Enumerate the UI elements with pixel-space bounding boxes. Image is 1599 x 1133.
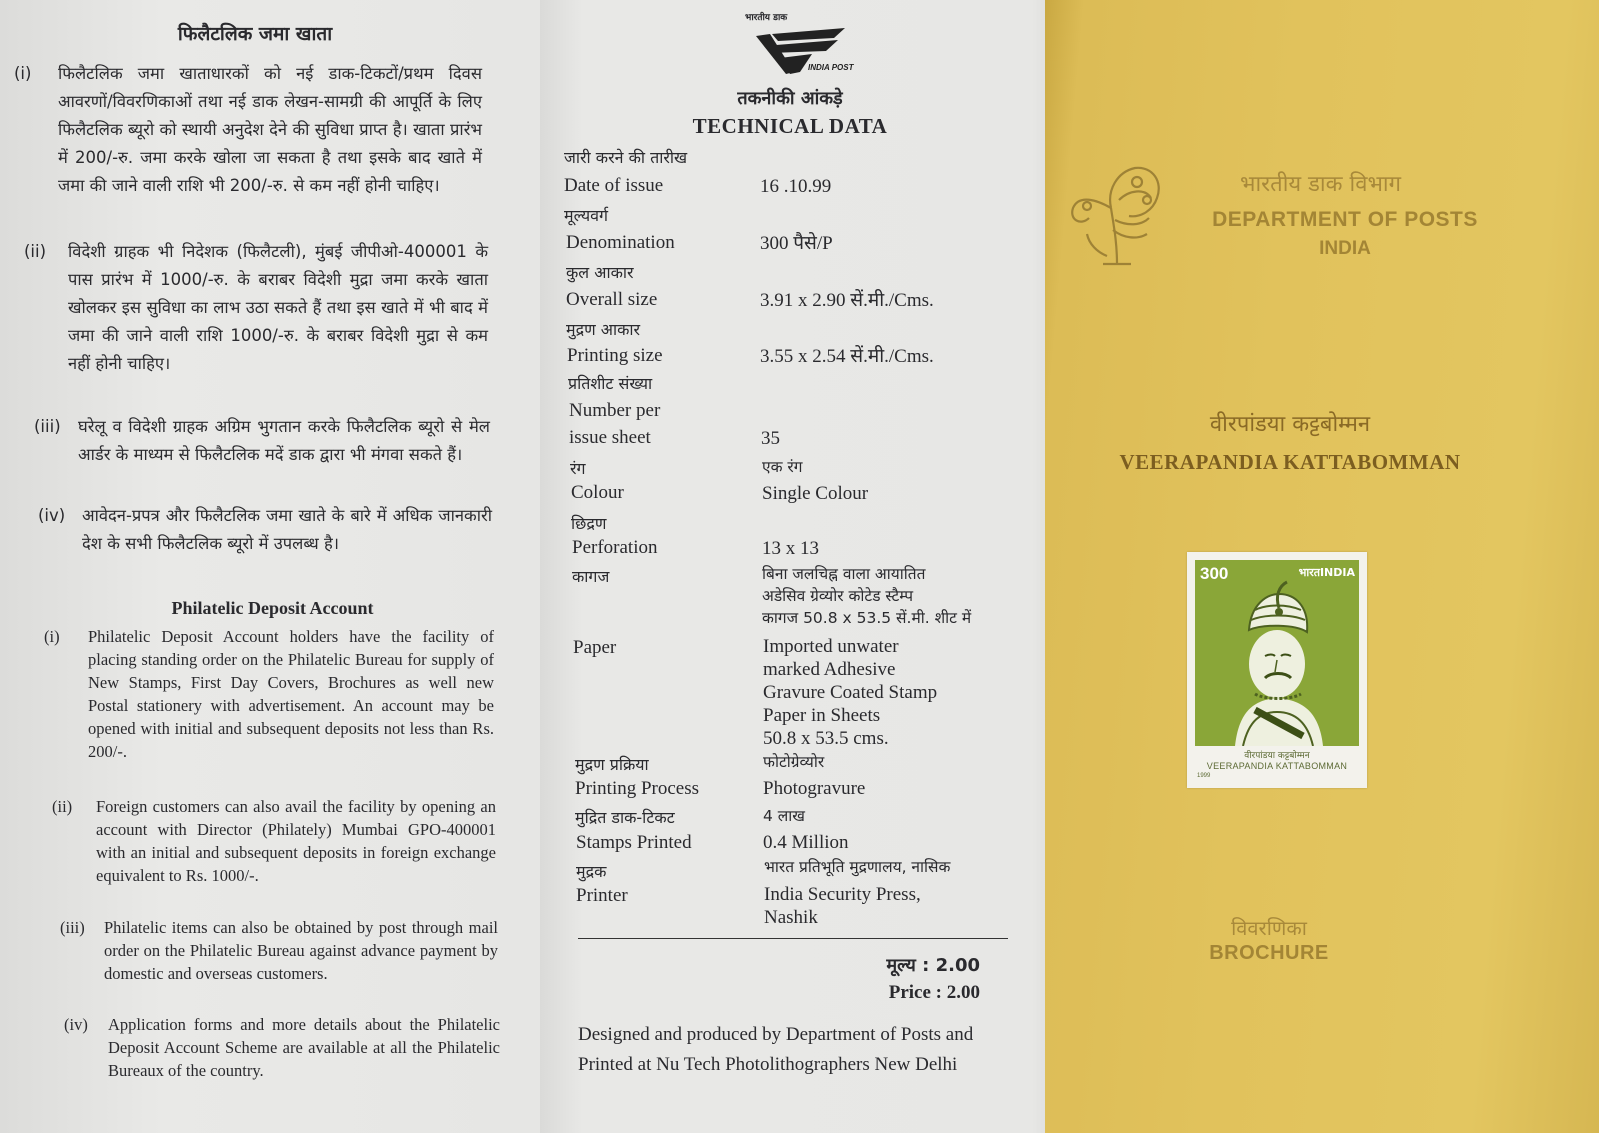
india-post-logo-icon xyxy=(750,14,860,76)
hindi-item-number: (iv) xyxy=(38,506,66,525)
india-post-logo-text: INDIA POST xyxy=(808,63,854,72)
middle-panel-technical-data xyxy=(540,0,1075,1133)
paper-value xyxy=(763,635,937,750)
left-panel-philatelic-deposit xyxy=(0,0,540,1133)
hindi-item-number: (iii) xyxy=(34,417,61,436)
number-per-sheet-value: 35 xyxy=(761,428,780,449)
perforation-label-hindi: छिद्रण xyxy=(571,514,607,533)
printer-value-line: India Security Press, xyxy=(764,884,921,905)
paper-value-hindi-line: अडेसिव ग्रेव्योर कोटेड स्टैम्प xyxy=(762,587,914,605)
colour-value: Single Colour xyxy=(762,483,869,504)
stamp-caption-hindi: वीरपांडया कट्टबोम्मन xyxy=(1244,751,1310,761)
english-section-title: Philatelic Deposit Account xyxy=(171,598,374,618)
english-item-text: Philatelic Deposit Account holders have the facility of placing standing order on the Philatelic Bureau for supply of New Stamps, First Day Covers, Brochures as well new Postal stationery with advertisement. An account may be opened with initial and subsequent deposits not less than Rs. 200/-. xyxy=(88,627,494,761)
department-name: DEPARTMENT OF POSTS xyxy=(1212,208,1478,231)
printer-value xyxy=(764,883,921,929)
stamps-printed-label: Stamps Printed xyxy=(576,832,692,853)
price-english: Price : 2.00 xyxy=(888,982,980,1003)
hindi-item-2 xyxy=(24,238,488,378)
paper-value-line: marked Adhesive xyxy=(763,659,896,680)
english-item-number: (iv) xyxy=(64,1015,88,1034)
perforation-value: 13 x 13 xyxy=(762,538,819,559)
paper-value-line: Paper in Sheets xyxy=(763,705,881,726)
overall-size-label-hindi: कुल आकार xyxy=(566,263,634,282)
peacock-emblem-icon xyxy=(1067,160,1167,270)
portrait-illustration-icon xyxy=(1195,560,1359,746)
subject-name-hindi: वीरपांडया कट्टबोम्मन xyxy=(1209,412,1371,437)
brochure-label: BROCHURE xyxy=(1209,942,1329,964)
printing-size-label-hindi: मुद्रण आकार xyxy=(566,320,641,339)
hindi-item-text: घरेलू व विदेशी ग्राहक अग्रिम भुगतान करके फिलैटलिक ब्यूरो से मेल आर्डर के माध्यम से फिलैटलिक मदें डाक द्वारा भी मंगवा सकते हैं। xyxy=(78,417,490,464)
stamps-printed-value: 0.4 Million xyxy=(763,832,849,853)
price-divider xyxy=(578,938,1008,939)
postage-stamp xyxy=(1187,552,1367,788)
brochure-label-hindi: विवरणिका xyxy=(1231,916,1307,940)
paper-value-hindi xyxy=(762,563,971,629)
printing-size-value: 3.55 x 2.54 सें.मी./Cms. xyxy=(760,346,934,367)
production-credit: Designed and produced by Department of Posts and Printed at Nu Tech Photolithographers New Delhi xyxy=(578,1024,974,1075)
department-country: INDIA xyxy=(1319,238,1371,259)
denomination-value: 300 पैसे/P xyxy=(760,233,833,254)
paper-value-line: Imported unwater xyxy=(763,636,899,657)
technical-data-title: TECHNICAL DATA xyxy=(692,114,888,138)
date-of-issue-value: 16 .10.99 xyxy=(760,176,832,197)
hindi-section-title: फिलैटलिक जमा खाता xyxy=(177,23,333,45)
printer-value-hindi: भारत प्रतिभूति मुद्रणालय, नासिक xyxy=(764,858,951,876)
india-post-logo-hindi: भारतीय डाक xyxy=(745,13,788,23)
hindi-item-number: (ii) xyxy=(24,242,47,261)
english-item-text: Philatelic items can also be obtained by post through mail order on the Philatelic Bureau against advance payment by domestic and overseas customers. xyxy=(104,918,498,983)
colour-label: Colour xyxy=(571,482,624,503)
english-item-number: (iii) xyxy=(60,918,85,937)
printing-process-label: Printing Process xyxy=(575,778,700,799)
denomination-label-hindi: मूल्यवर्ग xyxy=(564,206,609,225)
english-item-3 xyxy=(60,916,498,985)
english-item-2 xyxy=(52,795,496,887)
stamp-portrait xyxy=(1195,560,1359,746)
denomination-label: Denomination xyxy=(566,232,675,253)
printing-size-label: Printing size xyxy=(567,345,663,366)
printer-label-hindi: मुद्रक xyxy=(576,862,607,881)
paper-value-hindi-line: कागज 50.8 x 53.5 सें.मी. शीट में xyxy=(762,609,972,627)
number-per-sheet-label: Number per xyxy=(569,400,661,421)
stamp-country: भारतINDIA xyxy=(1298,566,1355,579)
hindi-item-1 xyxy=(14,60,482,200)
english-item-text: Application forms and more details about the Philatelic Deposit Account Scheme are available at all the Philatelic Bureaux of the country. xyxy=(108,1015,500,1080)
department-name-hindi: भारतीय डाक विभाग xyxy=(1240,172,1401,197)
subject-name: VEERAPANDIA KATTABOMMAN xyxy=(1119,450,1461,474)
hindi-item-text: आवेदन-प्रपत्र और फिलैटलिक जमा खाते के बारे में अधिक जानकारी देश के सभी फिलैटलिक ब्यूरो में उपलब्ध है। xyxy=(82,506,492,553)
english-item-number: (i) xyxy=(44,627,60,646)
hindi-item-3 xyxy=(34,413,490,469)
colour-label-hindi: रंग xyxy=(570,459,586,478)
printer-label: Printer xyxy=(576,885,628,906)
hindi-item-4 xyxy=(38,502,492,558)
price-hindi: मूल्य : 2.00 xyxy=(886,955,980,976)
date-of-issue-label-hindi: जारी करने की तारीख xyxy=(564,148,688,167)
english-item-4 xyxy=(64,1013,500,1082)
stamps-printed-value-hindi: 4 लाख xyxy=(763,807,805,825)
paper-label-hindi: कागज xyxy=(572,567,610,586)
number-per-sheet-label-line2: issue sheet xyxy=(569,427,651,448)
technical-data-title-hindi: तकनीकी आंकड़े xyxy=(737,88,843,109)
paper-value-hindi-line: बिना जलचिह्न वाला आयातित xyxy=(762,565,926,583)
overall-size-label: Overall size xyxy=(566,289,658,310)
paper-value-line: 50.8 x 53.5 cms. xyxy=(763,728,889,749)
printer-value-line: Nashik xyxy=(764,907,818,928)
right-panel-cover xyxy=(1045,0,1599,1133)
hindi-item-text: विदेशी ग्राहक भी निदेशक (फिलैटली), मुंबई जीपीओ-400001 के पास प्रारंभ में 1000/-रु. के बराबर विदेशी मुद्रा जमा करके खाता खोलकर इस सुविधा का लाभ उठा सकते हैं तथा इस खाते में भी बाद में जमा की जाने वाली राशि 1000/-रु. के बराबर विदेशी मुद्रा से कम नहीं होनी चाहिए। xyxy=(68,242,488,373)
stamps-printed-label-hindi: मुद्रित डाक-टिकट xyxy=(575,808,675,827)
printing-process-label-hindi: मुद्रण प्रक्रिया xyxy=(575,755,649,774)
english-item-text: Foreign customers can also avail the facility by opening an account with Director (Philately) Mumbai GPO-400001 with an initial and subsequent deposits in foreign exchange equivalent to Rs. 1000/-. xyxy=(96,797,496,885)
overall-size-value: 3.91 x 2.90 सें.मी./Cms. xyxy=(760,290,934,311)
stamp-year: 1999 xyxy=(1197,773,1211,779)
english-item-number: (ii) xyxy=(52,797,73,816)
stamp-denomination: 300 xyxy=(1200,564,1229,583)
colour-value-hindi: एक रंग xyxy=(762,458,803,476)
english-item-1 xyxy=(44,625,494,763)
perforation-label: Perforation xyxy=(572,537,658,558)
number-per-sheet-label-hindi: प्रतिशीट संख्या xyxy=(568,374,653,393)
printing-process-value: Photogravure xyxy=(763,778,866,799)
stamp-caption: VEERAPANDIA KATTABOMMAN xyxy=(1206,761,1348,771)
printing-process-value-hindi: फोटोग्रेव्योर xyxy=(763,753,825,771)
date-of-issue-label: Date of issue xyxy=(564,175,664,196)
paper-label: Paper xyxy=(573,637,617,658)
paper-value-line: Gravure Coated Stamp xyxy=(763,682,938,703)
hindi-item-text: फिलैटलिक जमा खाताधारकों को नई डाक-टिकटों/प्रथम दिवस आवरणों/विवरणिकाओं तथा नई डाक लेखन-सामग्री की आपूर्ति के लिए फिलैटलिक ब्यूरो को स्थायी अनुदेश देने की सुविधा प्राप्त है। खाता प्रारंभ में 200/-रु. जमा करके खोला जा सकता है तथा इसके बाद खाते में जमा की जाने वाली राशि भी 200/-रु. से कम नहीं होनी चाहिए। xyxy=(58,64,482,195)
hindi-item-number: (i) xyxy=(14,64,32,83)
